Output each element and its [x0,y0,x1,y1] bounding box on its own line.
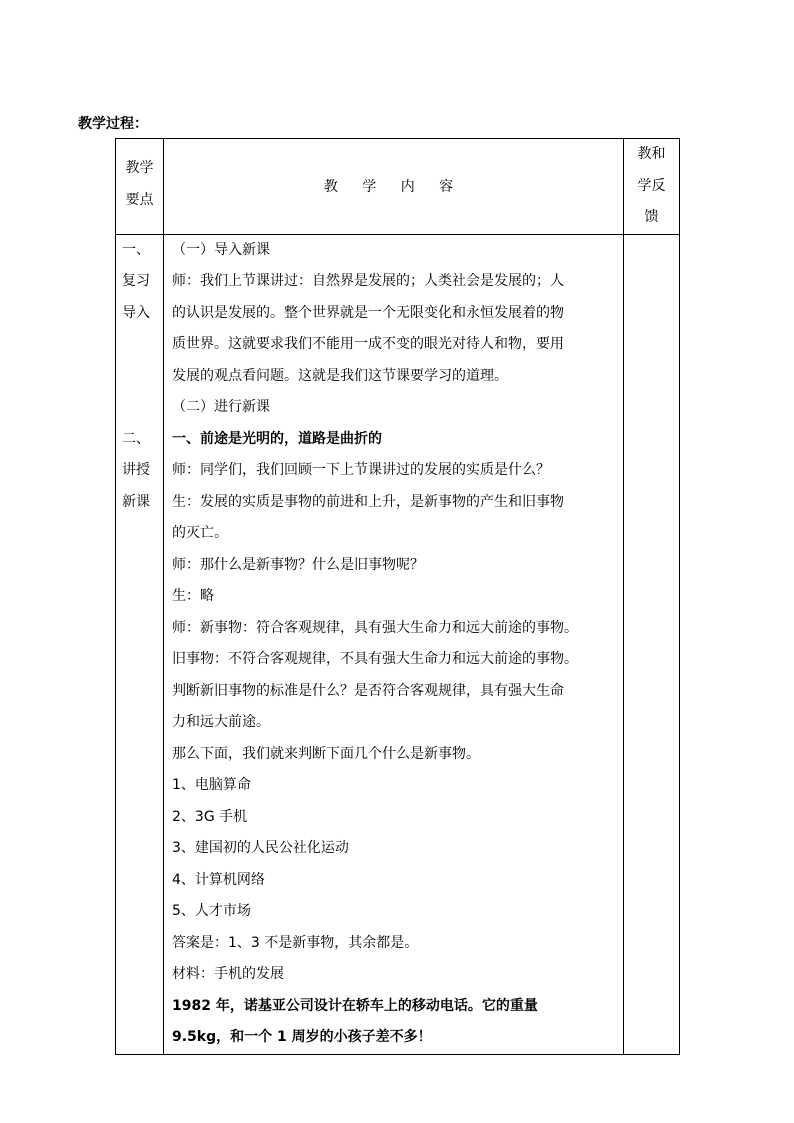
section-review [116,235,163,330]
material-text: 1982 年，诺基亚公司设计在轿车上的移动电话。它的重量 [172,997,538,1014]
table-body-row [116,234,680,1054]
lesson-table [115,138,680,1055]
section-label: 新课 [122,493,150,510]
content-line: 判断新旧事物的标准是什么？是否符合客观规律，具有强大生命 [172,682,564,699]
content-line: 旧事物：不符合客观规律，不具有强大生命力和远大前途的事物。 [172,651,578,667]
table-header-row [116,139,680,235]
content-line: 答案是：1、3 不是新事物，其余都是。 [172,934,419,951]
header-feedback-line: 馈 [644,209,659,225]
content-line: 师：同学们，我们回顾一下上节课讲过的发展的实质是什么？ [172,462,550,478]
list-item: 3、建国初的人民公社化运动 [172,840,349,856]
content-line: 师：我们上节课讲过：自然界是发展的；人类社会是发展的；人 [172,273,564,289]
content-line: 生：略 [172,588,214,604]
section-label: 讲授 [122,462,150,478]
list-item: 5、人才市场 [172,903,251,919]
list-item: 1、电脑算命 [172,777,251,793]
section-label: 导入 [122,304,150,321]
content-line: 材料：手机的发展 [172,966,284,982]
header-feedback [624,139,680,235]
content-line: 的认识是发展的。整个世界就是一个无限变化和永恒发展着的物 [172,304,564,321]
header-feedback-line: 教和 [637,146,666,162]
list-item: 2、3G 手机 [172,808,248,825]
section-label: 复习 [122,273,150,289]
section-new-lesson [116,424,163,519]
header-key-points [116,139,164,235]
section-heading: 教学过程： [78,116,148,132]
section-label: 二、 [122,430,150,447]
header-content [164,139,624,235]
material-text: 9.5kg，和一个 1 周岁的小孩子差不多！ [172,1029,432,1045]
section-label: 一、 [122,241,150,258]
feedback-cell [624,234,680,1054]
content-line: （二）进行新课 [172,399,270,415]
content-line: 力和远大前途。 [172,714,270,730]
content-cell [164,234,624,1054]
content-line: 师：新事物：符合客观规律，具有强大生命力和远大前途的事物。 [172,619,578,636]
list-item: 4、计算机网络 [172,871,265,888]
content-line: 发展的观点看问题。这就是我们这节课要学习的道理。 [172,367,508,384]
content-line: 生：发展的实质是事物的前进和上升，是新事物的产生和旧事物 [172,493,564,510]
content-line: 的灭亡。 [172,525,228,541]
key-points-cell [116,234,164,1054]
content-line: （一）导入新课 [172,241,270,258]
content-line: 质世界。这就要求我们不能用一成不变的眼光对待人和物，要用 [172,336,564,352]
header-feedback-line: 学反 [637,177,666,194]
content-subheading: 一、前途是光明的，道路是曲折的 [172,430,382,447]
content-line: 师：那什么是新事物？什么是旧事物呢？ [172,556,424,573]
content-line: 那么下面，我们就来判断下面几个什么是新事物。 [172,745,480,762]
header-content-label: 教 学 内 容 [323,179,464,196]
header-key-points-line: 要点 [125,191,154,208]
header-key-points-line: 教学 [125,160,154,176]
